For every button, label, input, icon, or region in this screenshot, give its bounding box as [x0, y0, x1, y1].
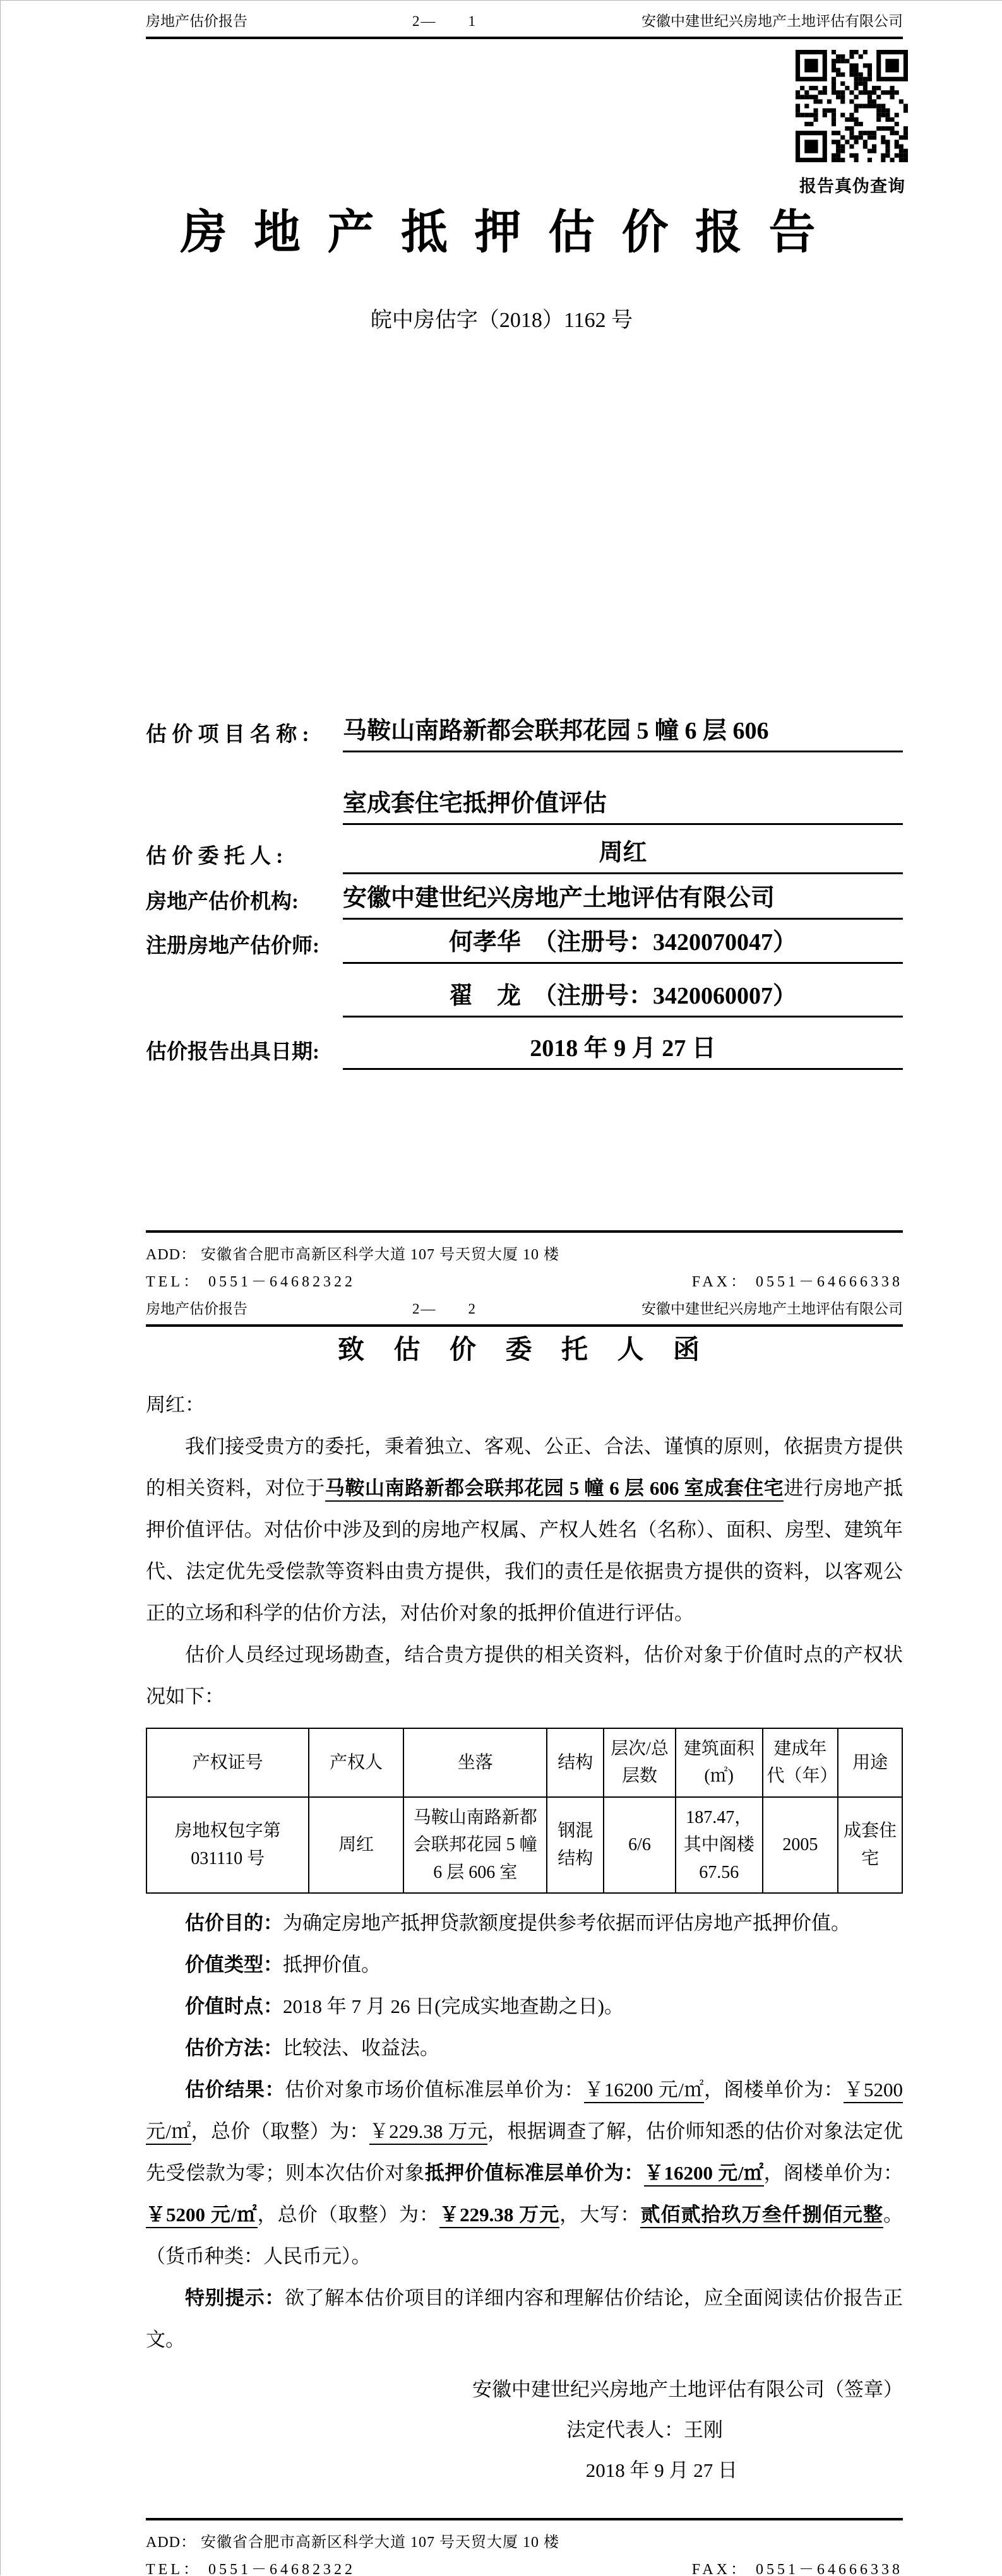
footer-address: ADD： 安徽省合肥市高新区科学大道 107 号天贸大厦 10 楼 [146, 2534, 559, 2551]
table-header-cell: 用途 [838, 1728, 902, 1797]
table-cell: 187.47，其中阁楼 67.56 [676, 1797, 763, 1893]
text-run: 进行房地产抵押价值评估。对估价中涉及到的房地产权属、产权人姓名（名称）、面积、房型、建筑年代、法定优先受偿款等资料由贵方提供，我们的责任是依据贵方提供的资料，以客观公正的立场和科学的估价方法，对估价对象的抵押价值进行评估。 [146, 1477, 904, 1624]
table-cell: 成套住宅 [838, 1797, 902, 1893]
field-issue-date [146, 1028, 903, 1070]
table-cell: 房地权包字第 031110 号 [146, 1797, 309, 1893]
field-agency [146, 878, 903, 920]
paragraph-result [146, 2069, 903, 2277]
result-segment: 贰佰贰拾玖万叁仟捌佰元整 [640, 2204, 883, 2228]
field-label-spacer [146, 1012, 343, 1018]
table-cell: 6/6 [604, 1797, 676, 1893]
result-segment: ，大写： [559, 2203, 641, 2226]
field-project-name-line2 [146, 783, 903, 825]
field-value: 何孝华 （注册号：3420070047） [343, 922, 903, 964]
letter-content [146, 1325, 903, 2491]
field-client [146, 833, 903, 874]
result-segment: 估价对象市场价值标准层单价为： [285, 2078, 585, 2101]
item-label: 价值类型： [185, 1953, 283, 1976]
result-segment: ￥16200 元/㎡ [584, 2079, 704, 2103]
item-label: 估价结果： [185, 2078, 285, 2101]
result-segment: ，总价（取整）为： [191, 2120, 369, 2142]
header-page-number: 2— 2 [412, 1301, 477, 1317]
letter-title: 致 估 价 委 托 人 函 [337, 1336, 711, 1365]
item-purpose [146, 1902, 903, 1944]
result-segment: ￥229.38 万元 [369, 2120, 487, 2145]
field-appraiser-2 [146, 976, 903, 1018]
field-value: 室成套住宅抵押价值评估 [343, 783, 903, 825]
field-label: 估价报告出具日期: [146, 1041, 319, 1064]
result-segment: ，总价（取整）为： [257, 2203, 440, 2226]
item-label: 估价目的： [185, 1911, 283, 1934]
page-footer [146, 1230, 903, 1288]
field-value: 周红 [343, 833, 903, 874]
page-footer [146, 2518, 903, 2576]
item-text: 2018 年 7 月 26 日(完成实地查勘之日)。 [283, 1995, 624, 2017]
result-segment: ￥229.38 万元 [439, 2204, 559, 2228]
qr-caption: 报告真伪查询 [799, 177, 905, 196]
signoff-block [146, 2370, 903, 2491]
result-segment: 。（货币种类：人民币元）。 [146, 2203, 904, 2267]
table-header-cell: 产权人 [309, 1728, 403, 1797]
page-header [146, 1297, 903, 1327]
field-label: 估 价 项 目 名 称 : [146, 723, 309, 746]
field-value: 马鞍山南路新都会联邦花园 5 幢 6 层 606 [343, 711, 903, 752]
signoff-company: 安徽中建世纪兴房地产土地评估有限公司（签章） [472, 2378, 903, 2401]
footer-fax: FAX： 0551－64666338 [691, 1274, 903, 1288]
item-method [146, 2027, 903, 2069]
table-header-row [146, 1728, 902, 1797]
table-cell: 钢混结构 [547, 1797, 604, 1893]
footer-fax: FAX： 0551－64666338 [691, 2561, 903, 2576]
field-label-spacer [146, 820, 343, 825]
table-header-cell: 层次/总层数 [604, 1728, 676, 1797]
header-page-number: 2— 1 [412, 13, 477, 29]
result-segment: ，阁楼单价为： [763, 2161, 904, 2184]
result-segment: ，根据调查了解，估价师知悉的估价对象法定优先受偿款为零；则本次估价对象 [146, 2120, 903, 2184]
page-2 [1, 1288, 1002, 2576]
field-label: 估 价 委 托 人 : [146, 845, 283, 868]
report-title: 房 地 产 抵 押 估 价 报 告 [180, 207, 823, 259]
item-text: 欲了解本估价项目的详细内容和理解估价结论，应全面阅读估价报告正文。 [146, 2286, 903, 2351]
item-value-date [146, 1986, 903, 2027]
signoff-date: 2018 年 9 月 27 日 [585, 2459, 737, 2481]
page-header [146, 9, 903, 39]
item-label: 特别提示： [185, 2286, 285, 2309]
field-value: 安徽中建世纪兴房地产土地评估有限公司 [343, 878, 903, 920]
field-label: 注册房地产估价师: [146, 935, 319, 958]
item-text: 抵押价值。 [283, 1953, 381, 1976]
table-cell: 马鞍山南路新都会联邦花园 5 幢 6 层 606 室 [403, 1797, 547, 1893]
page-1 [1, 1, 1002, 1288]
result-segment: 抵押价值标准层单价为： [424, 2161, 644, 2184]
table-cell: 周红 [309, 1797, 403, 1893]
footer-tel: TEL： 0551－64682322 [146, 2561, 355, 2576]
item-text: 为确定房地产抵押贷款额度提供参考依据而评估房地产抵押价值。 [283, 1911, 850, 1934]
item-label: 估价方法： [185, 2036, 283, 2059]
item-text: 比较法、收益法。 [283, 2036, 439, 2059]
footer-tel: TEL： 0551－64682322 [146, 1274, 355, 1288]
property-name-emphasis: 马鞍山南路新都会联邦花园 5 幢 6 层 606 室成套住宅 [325, 1477, 784, 1502]
result-segment: ￥5200 元/㎡ [146, 2204, 258, 2228]
report-number: 皖中房估字（2018）1162 号 [370, 309, 633, 332]
result-segment: ，阁楼单价为： [704, 2078, 844, 2101]
paragraph-special-note [146, 2277, 903, 2361]
field-value: 2018 年 9 月 27 日 [343, 1028, 903, 1070]
field-label: 房地产估价机构: [146, 891, 299, 913]
table-header-cell: 建筑面积(㎡) [676, 1728, 763, 1797]
footer-address: ADD： 安徽省合肥市高新区科学大道 107 号天贸大厦 10 楼 [146, 1247, 559, 1263]
table-row [146, 1797, 902, 1893]
paragraph-survey: 估价人员经过现场勘查，结合贵方提供的相关资料，估价对象于价值时点的产权状况如下： [146, 1644, 903, 1707]
signoff-legal-representative: 法定代表人：王刚 [566, 2418, 723, 2441]
qr-code-icon [796, 50, 908, 162]
paragraph-commission [146, 1426, 903, 1634]
table-header-cell: 建成年代（年） [763, 1728, 838, 1797]
table-cell: 2005 [763, 1797, 838, 1893]
header-doc-type: 房地产估价报告 [146, 13, 248, 29]
table-header-cell: 坐落 [403, 1728, 547, 1797]
qr-block [796, 50, 909, 197]
salutation: 周红： [146, 1394, 205, 1416]
field-value: 翟 龙 （注册号：3420060007） [343, 976, 903, 1018]
result-segment: ￥5200 元/㎡ [146, 2079, 903, 2145]
header-doc-type: 房地产估价报告 [146, 1301, 248, 1317]
header-company: 安徽中建世纪兴房地产土地评估有限公司 [641, 13, 903, 29]
field-project-name [146, 711, 903, 752]
table-header-cell: 产权证号 [146, 1728, 309, 1797]
property-rights-table [146, 1728, 903, 1894]
field-appraiser-1 [146, 922, 903, 964]
header-company: 安徽中建世纪兴房地产土地评估有限公司 [641, 1301, 903, 1317]
text-run: 我们接受贵方的委托，秉着独立、客观、公正、合法、谨慎的原则，依据贵方提供的相关资料，对位于 [146, 1435, 903, 1499]
result-segment: ￥16200 元/㎡ [644, 2162, 764, 2187]
item-label: 价值时点： [185, 1995, 283, 2017]
table-header-cell: 结构 [547, 1728, 604, 1797]
item-value-type [146, 1944, 903, 1986]
